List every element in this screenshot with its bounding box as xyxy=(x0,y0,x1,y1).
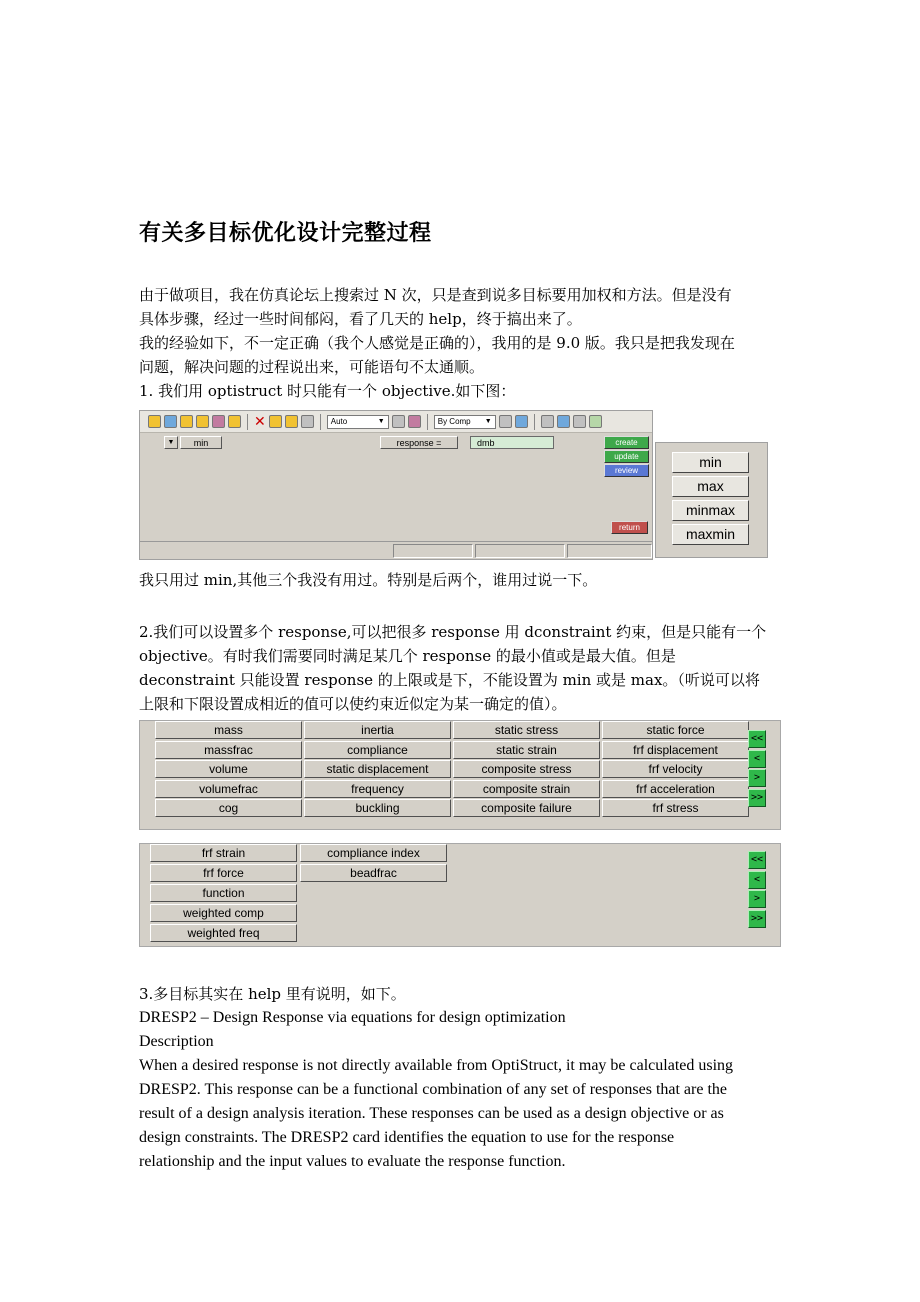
create-button[interactable]: create xyxy=(604,436,649,449)
section2-line: deconstraint 只能设置 response 的上限或是下，不能设置为 min 或是 max。（听说可以将 xyxy=(139,671,760,689)
update-button[interactable]: update xyxy=(604,450,649,463)
display-mode-value: Auto xyxy=(330,416,348,426)
display-mode-combo[interactable] xyxy=(327,415,389,429)
return-button[interactable]: return xyxy=(611,521,648,534)
first-page-button[interactable]: << xyxy=(748,851,766,869)
review-button[interactable]: review xyxy=(604,464,649,477)
previous-page-button[interactable]: < xyxy=(748,871,766,889)
response-type-button[interactable]: frequency xyxy=(304,780,451,798)
section2-paragraph xyxy=(139,620,784,716)
intro-line: 具体步骤，经过一些时间郁闷，看了几天的 help，终于搞出来了。 xyxy=(139,310,582,328)
color-by-combo[interactable] xyxy=(434,415,496,429)
response-type-button[interactable]: function xyxy=(150,884,297,902)
response-type-button[interactable]: static force xyxy=(602,721,749,739)
section2-line: objective。有时我们需要同时满足某几个 response 的最小值或是最大值。但是 xyxy=(139,647,676,665)
next-page-button[interactable]: > xyxy=(748,769,766,787)
option-max[interactable]: max xyxy=(672,476,749,497)
response-type-button[interactable]: massfrac xyxy=(155,741,302,759)
response-type-button[interactable]: frf velocity xyxy=(602,760,749,778)
response-type-grid-2 xyxy=(139,843,781,947)
response-type-button[interactable]: cog xyxy=(155,799,302,817)
response-type-button[interactable]: volumefrac xyxy=(155,780,302,798)
cube-icon[interactable] xyxy=(515,415,528,428)
import-icon[interactable] xyxy=(212,415,225,428)
section3-line: result of a design analysis iteration. These responses can be used as a design objective or as xyxy=(139,1105,724,1122)
section3-line: DRESP2 – Design Response via equations for design optimization xyxy=(139,1009,566,1026)
toolbar-divider xyxy=(247,414,248,430)
response-type-button[interactable]: buckling xyxy=(304,799,451,817)
section2-line: 2.我们可以设置多个 response,可以把很多 response 用 dconstraint 约束，但是只能有一个 xyxy=(139,623,767,641)
response-type-button[interactable]: frf force xyxy=(150,864,297,882)
response-type-button[interactable]: frf stress xyxy=(602,799,749,817)
settings-icon[interactable] xyxy=(301,415,314,428)
last-page-button[interactable]: >> xyxy=(748,910,766,928)
intro-line: 1. 我们用 optistruct 时只能有一个 objective.如下图： xyxy=(139,382,516,400)
response-type-button[interactable]: weighted freq xyxy=(150,924,297,942)
section3-line: Description xyxy=(139,1033,214,1050)
option-min[interactable]: min xyxy=(672,452,749,473)
status-bar xyxy=(140,541,652,560)
intro-line: 由于做项目，我在仿真论坛上搜索过 N 次，只是查到说多目标要用加权和方法。但是没有 xyxy=(139,286,732,304)
toolbar-divider xyxy=(427,414,428,430)
response-type-button[interactable]: compliance xyxy=(304,741,451,759)
objective-panel-screenshot xyxy=(139,410,653,560)
response-type-button[interactable]: frf acceleration xyxy=(602,780,749,798)
response-type-button[interactable]: beadfrac xyxy=(300,864,447,882)
sphere-icon[interactable] xyxy=(164,415,177,428)
response-type-button[interactable]: static stress xyxy=(453,721,600,739)
response-button[interactable]: response = xyxy=(380,436,458,449)
status-cell xyxy=(475,544,565,558)
paste-icon[interactable] xyxy=(285,415,298,428)
response-type-grid-1 xyxy=(139,720,781,830)
response-type-button[interactable]: composite failure xyxy=(453,799,600,817)
mesh-icon[interactable] xyxy=(499,415,512,428)
first-page-button[interactable]: << xyxy=(748,730,766,748)
option-minmax[interactable]: minmax xyxy=(672,500,749,521)
folder-icon[interactable] xyxy=(196,415,209,428)
response-type-button[interactable]: static displacement xyxy=(304,760,451,778)
response-type-button[interactable]: static strain xyxy=(453,741,600,759)
objective-type-dropdown-toggle[interactable] xyxy=(164,436,178,449)
objective-type-value[interactable]: min xyxy=(180,436,222,449)
intro-line: 问题，解决问题的过程说出来，可能语句不太通顺。 xyxy=(139,358,485,376)
response-type-button[interactable]: volume xyxy=(155,760,302,778)
intro-paragraph xyxy=(139,283,784,403)
delete-icon[interactable]: ✕ xyxy=(254,413,266,429)
save-icon[interactable] xyxy=(180,415,193,428)
color-by-value: By Comp xyxy=(437,416,471,426)
status-cell xyxy=(393,544,473,558)
chevron-down-icon: ▼ xyxy=(377,417,385,425)
export-icon[interactable] xyxy=(228,415,241,428)
previous-page-button[interactable]: < xyxy=(748,750,766,768)
response-type-button[interactable]: composite stress xyxy=(453,760,600,778)
copy-icon[interactable] xyxy=(269,415,282,428)
toolbar-divider xyxy=(534,414,535,430)
section3-paragraph xyxy=(139,982,789,1174)
section2-line: 上限和下限设置成相近的值可以使约束近似定为某一确定的值）。 xyxy=(139,695,567,713)
response-type-button[interactable]: inertia xyxy=(304,721,451,739)
objective-options-popup xyxy=(655,442,768,558)
body-text: 我只用过 min,其他三个我没有用过。特别是后两个，谁用过说一下。 xyxy=(139,571,598,589)
toolbar-divider xyxy=(320,414,321,430)
status-cell xyxy=(567,544,652,558)
chevron-down-icon: ▼ xyxy=(167,439,175,446)
section3-line: When a desired response is not directly available from OptiStruct, it may be calculated using xyxy=(139,1057,734,1074)
section3-line: DRESP2. This response can be a functional combination of any set of responses that are the xyxy=(139,1081,728,1098)
tools-icon[interactable] xyxy=(573,415,586,428)
response-type-button[interactable]: weighted comp xyxy=(150,904,297,922)
chevron-down-icon: ▼ xyxy=(484,417,492,425)
option-maxmin[interactable]: maxmin xyxy=(672,524,749,545)
color-icon[interactable] xyxy=(408,415,421,428)
section3-line: relationship and the input values to evaluate the response function. xyxy=(139,1153,566,1170)
after-screenshot1-paragraph xyxy=(139,568,784,592)
response-field[interactable]: dmb xyxy=(470,436,554,449)
open-icon[interactable] xyxy=(148,415,161,428)
response-type-button[interactable]: mass xyxy=(155,721,302,739)
section3-line: design constraints. The DRESP2 card identifies the equation to use for the response xyxy=(139,1129,675,1146)
options-icon[interactable] xyxy=(589,415,602,428)
box-icon[interactable] xyxy=(541,415,554,428)
page-title: 有关多目标优化设计完整过程 xyxy=(139,221,432,246)
shade-icon[interactable] xyxy=(392,415,405,428)
section3-line: 3.多目标其实在 help 里有说明，如下。 xyxy=(139,985,406,1003)
view-icon[interactable] xyxy=(557,415,570,428)
next-page-button[interactable]: > xyxy=(748,890,766,908)
toolbar xyxy=(140,411,652,433)
response-type-button[interactable]: compliance index xyxy=(300,844,447,862)
response-type-button[interactable]: frf displacement xyxy=(602,741,749,759)
response-type-button[interactable]: frf strain xyxy=(150,844,297,862)
intro-line: 我的经验如下，不一定正确（我个人感觉是正确的），我用的是 9.0 版。我只是把我发现在 xyxy=(139,334,735,352)
response-type-button[interactable]: composite strain xyxy=(453,780,600,798)
last-page-button[interactable]: >> xyxy=(748,789,766,807)
